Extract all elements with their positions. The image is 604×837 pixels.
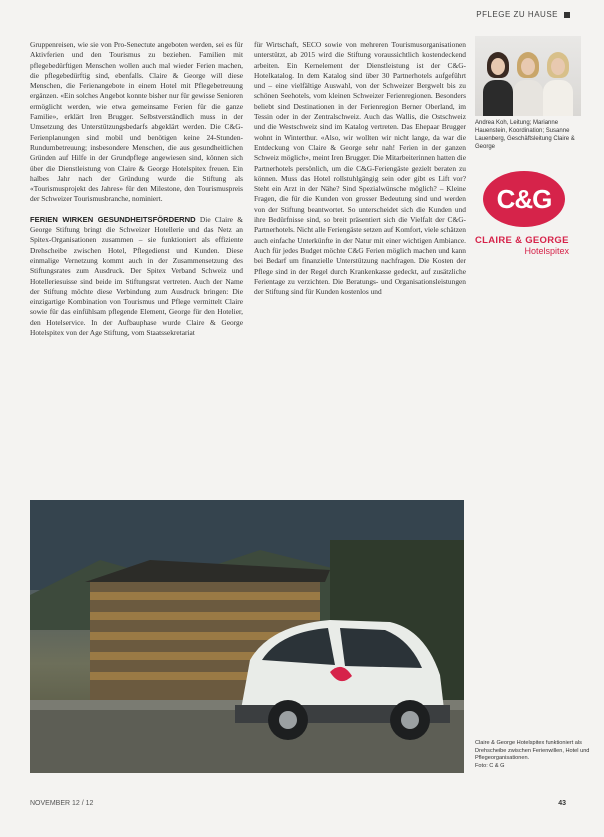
photo-caption-2 [475,740,590,770]
hotel-scene [30,500,464,773]
hotel-photo [30,500,464,773]
caption-text: Claire & George Hotelspitex funktioniert als Drehscheibe zwischen Ferienwillen, Hotel und Pflegeorganisationen. [475,740,590,762]
text-column-2 [254,40,466,297]
logo-text: C&G [496,183,552,214]
section-header [476,10,570,19]
column1-paragraph-1: Gruppenreisen, wie sie von Pro-Senectute angeboten werden, sei es für Aktivferien und den Tourismus zu beziehen. Familien mit pflegebedürftigen Menschen wollen auch mal wieder Ferien machen, die pflegebedürftig sind, ebenfalls. Claire & George will diese Menschen, die Ferienangebote in einem Hotel mit Pflegebetreuung ergänzen. «Ein solches Angebot konnte bisher nur für gewisse Senioren ermöglicht werden, wie etwa gemeinsame Ferien für die ganze Familie», erklärt Iren Brugger. Selbstverständlich muss in der Umsetzung des Unterstützungsbedarfs abgeklärt werden. Die C&G-Ferienplanungen sind mobil und benötigen keine 24-Stunden-Rundumbetreuung; insbesondere Menschen, die aus gesundheitlichen Gründen auf Hilfe in der Grundpflege angewiesen sind, können sich über die Dienstleistung von Claire & George Hotelspitex freuen. Ein halbes Jahr nach der Gründung wurde die Stiftung als «Tourismusprojekt des Jahres» für den Milestone, den Tourismuspreis der Schweizer Tourismusbranche, nominiert. [30,40,243,204]
sidebar [475,36,585,256]
brand-name: CLAIRE & GEORGE [475,235,569,246]
page-number: 43 [558,800,566,807]
team-photo [475,36,581,116]
section-title: PFLEGE ZU HAUSE [476,10,558,19]
column2-paragraph-1: für Wirtschaft, SECO sowie von mehreren Tourismusorganisationen unterstützt, ab 2015 wird die Stiftung voraussichtlich kostendeckend arbeiten. Ein Kernelement der Dienstleistung ist der C&G-Hotelkatalog. In dem Katalog sind über 30 Partnerhotels aufgeführt und – eine vielfältige Auswahl, von der Schweizer Bergwelt bis zu schönen Seehotels, vom kleinen Schweizer Ferienregionen. Besonders beliebt sind Destinationen in der Ferienregion Berner Oberland, im Tessin oder in der Zentralschweiz. Auch das Wallis, die Ostschweiz und die Westschweiz sind im Katalog vertreten. Das Ehepaar Brugger wohnt in Winterthur. «Also, wir wollten wir nicht lange, da war die Entdeckung von Claire & George sehr nah! Ferien in der ganzen Schweiz möglich», meint Iren Brugger. Die Mitarbeiterinnen hatten die Partnerhotels persönlich, um die C&G-Feriengäste gezielt beraten zu können. Muss das Hotel rollstuhlgängig sein oder gibt es Lift vor? Steht ein Arzt in der Nähe? Sind Spezialwünsche möglich? – Kleine Fragen, die für die Kunden von grosser Bedeutung sind und werden von der Stiftung beantwortet. So unterscheidet sich die Kunden und ihre Bedürfnisse sind, so breit präsentiert sich die Vielfalt der C&G-Partnerhotels. Nicht alle Feriengäste setzen auf Komfort, viele schätzen auch einfache Unterkünfte in der Natur mit einer wichtigen Ambiance. Auch für jedes Budget möchte C&G Ferien möglich machen und kann bei Bedarf um finanzielle Unterstützung nachfragen. Die Kosten der Pflege sind in der Regel durch Krankenkasse gedeckt, auf zusätzliche Ferientage zu verzichten. Die Beratungs- und Organisationsleistungen der Stiftung sind für Kunden kostenlos und [254,40,466,297]
square-icon [564,12,570,18]
cg-logo [483,171,565,227]
issue-label: NOVEMBER 12 / 12 [30,800,94,807]
person-1 [483,46,513,116]
person-3 [543,46,573,116]
person-2 [513,46,543,116]
text-column-1 [30,40,243,338]
photo-credit: Foto: C & G [475,762,505,769]
brand-subtitle: Hotelspitex [524,246,569,256]
photo-caption: Andrea Koh, Leitung; Marianne Hauenstein, Koordination; Susanne Lauenberg, Geschäftsleitung Claire & George [475,120,575,150]
section-heading: FERIEN WIRKEN GESUNDHEITSFÖRDERND [30,214,196,224]
column1-paragraph-2: Die Claire & George Stiftung bringt die Schweizer Hotellerie und das Netz an Spitex-Organisationen zusammen – sie funktioniert als effiziente Drehscheibe zwischen Hotel, Pflegedienst und Kunden. Diese einmalige Vernetzung kommt auch in der Zusammensetzung des Stiftungsrates zum Ausdruck. Der Spitex Verband Schweiz und Hotelleriesuisse sind beide im Stiftungsrat vertreten. Auch der Name der Stiftung möchte diese Verbindung zum Ausdruck bringen: Die einzigartige Kombination von Tourismus und Pflege vermittelt Claire sowie für das einfühlsam pflegende Element, George für den Hotelier, den Hotelservice. In der Aufbauphase wurde Claire & George Hotelspitex von der Age Stiftung, vom Staatssekretariat [30,214,243,338]
